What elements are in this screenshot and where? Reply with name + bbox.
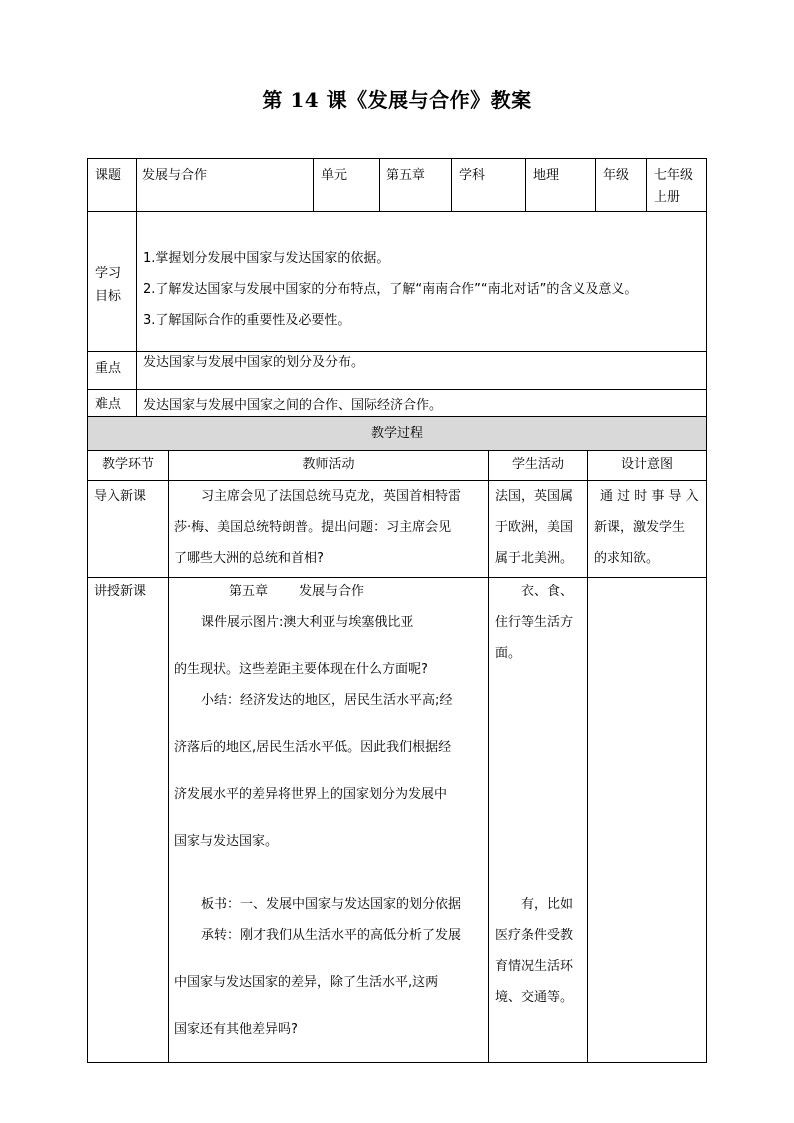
intro-intent-line: 通 过 时 事 导 入 bbox=[600, 489, 699, 504]
unit-value: 第五章 bbox=[386, 168, 426, 183]
col-header-teacher: 教师活动 bbox=[302, 457, 355, 472]
col-divider bbox=[379, 158, 380, 211]
lecture-student-line: 有，比如 bbox=[521, 897, 574, 912]
key-point-text: 发达国家与发展中国家的划分及分布。 bbox=[143, 355, 365, 370]
col-divider bbox=[595, 158, 596, 211]
lecture-student-line: 面。 bbox=[495, 646, 522, 661]
row-divider bbox=[87, 480, 707, 481]
col-divider bbox=[587, 450, 588, 1063]
lecture-stage: 讲授新课 bbox=[94, 584, 147, 599]
intro-intent-line: 新课，激发学生 bbox=[594, 520, 686, 535]
lecture-teacher-line: 济落后的地区,居民生活水平低。因此我们根据经 bbox=[174, 740, 452, 755]
lecture-student-line: 医疗条件受教 bbox=[495, 928, 574, 943]
grade-label: 年级 bbox=[603, 168, 630, 183]
intro-teacher-line: 了哪些大洲的总统和首相? bbox=[174, 551, 324, 566]
page-title: 第 14 课《发展与合作》教案 bbox=[262, 88, 532, 112]
difficulty-label: 难点 bbox=[95, 397, 122, 412]
lecture-chapter-title: 发展与合作 bbox=[299, 584, 365, 599]
row-divider bbox=[87, 351, 707, 352]
lecture-student-line: 衣、食、 bbox=[521, 584, 574, 599]
goals-label-line1: 学习 bbox=[95, 266, 122, 281]
intro-stage: 导入新课 bbox=[94, 489, 147, 504]
lecture-teacher-line: 课件展示图片:澳大利亚与埃塞俄比亚 bbox=[201, 615, 414, 630]
table-border-left bbox=[87, 158, 88, 1063]
col-divider bbox=[646, 158, 647, 211]
lecture-teacher-line: 承转：刚才我们从生活水平的高低分析了发展 bbox=[201, 928, 462, 943]
lecture-teacher-line: 中国家与发达国家的差异，除了生活水平,这两 bbox=[174, 975, 439, 990]
lecture-teacher-line: 小结：经济发达的地区，居民生活水平高;经 bbox=[201, 693, 453, 708]
col-divider bbox=[168, 450, 169, 1063]
lecture-teacher-line: 板书：一、发展中国家与发达国家的划分依据 bbox=[201, 897, 462, 912]
unit-label: 单元 bbox=[321, 168, 348, 183]
table-border-right bbox=[706, 158, 707, 1063]
grade-value-line1: 七年级 bbox=[654, 168, 694, 183]
difficulty-text: 发达国家与发展中国家之间的合作、国际经济合作。 bbox=[143, 398, 443, 413]
intro-teacher-line: 习主席会见了法国总统马克龙，英国首相特雷 bbox=[201, 489, 462, 504]
lecture-student-line: 住行等生活方 bbox=[495, 615, 574, 630]
row-divider bbox=[87, 416, 707, 417]
lecture-teacher-line: 国家与发达国家。 bbox=[174, 834, 279, 849]
subject-label: 学科 bbox=[459, 168, 486, 183]
intro-intent-line: 的求知欲。 bbox=[594, 551, 660, 566]
goal-item: 3.了解国际合作的重要性及必要性。 bbox=[143, 313, 351, 328]
key-point-label: 重点 bbox=[95, 361, 122, 376]
col-header-stage: 教学环节 bbox=[101, 457, 154, 472]
col-header-student: 学生活动 bbox=[511, 457, 564, 472]
row-divider bbox=[87, 577, 707, 578]
row-divider bbox=[87, 211, 707, 212]
lecture-teacher-line: 济发展水平的差异将世界上的国家划分为发展中 bbox=[174, 787, 448, 802]
intro-student-line: 法国，英国属 bbox=[495, 489, 574, 504]
grade-value-line2: 上册 bbox=[654, 190, 681, 205]
col-divider bbox=[313, 158, 314, 211]
goal-item: 1.掌握划分发展中国家与发达国家的依据。 bbox=[143, 251, 390, 266]
subject-value: 地理 bbox=[533, 168, 560, 183]
topic-value: 发展与合作 bbox=[142, 168, 208, 183]
intro-teacher-line: 莎·梅、美国总统特朗普。提出问题：习主席会见 bbox=[174, 520, 452, 535]
row-divider bbox=[87, 389, 707, 390]
col-divider bbox=[488, 450, 489, 1063]
col-header-intent: 设计意图 bbox=[620, 457, 673, 472]
goal-item: 2.了解发达国家与发展中国家的分布特点，了解“南南合作”“南北对话”的含义及意义。 bbox=[143, 282, 638, 297]
lecture-teacher-line: 国家还有其他差异吗? bbox=[174, 1022, 298, 1037]
lecture-student-line: 境、交通等。 bbox=[495, 990, 574, 1005]
col-divider bbox=[451, 158, 452, 211]
process-heading: 教学过程 bbox=[370, 426, 423, 441]
lecture-student-line: 育情况生活环 bbox=[495, 959, 574, 974]
col-divider bbox=[525, 158, 526, 211]
table-border-top bbox=[87, 158, 707, 159]
intro-student-line: 于欧洲，美国 bbox=[495, 520, 574, 535]
intro-student-line: 属于北美洲。 bbox=[495, 551, 574, 566]
topic-label: 课题 bbox=[95, 168, 122, 183]
col-divider bbox=[136, 158, 137, 416]
table-border-bottom bbox=[87, 1062, 707, 1063]
row-divider bbox=[87, 450, 707, 451]
lecture-chapter: 第五章 bbox=[229, 584, 269, 599]
lecture-teacher-line: 的生现状。这些差距主要体现在什么方面呢? bbox=[174, 662, 428, 677]
goals-label-line2: 目标 bbox=[95, 289, 122, 304]
